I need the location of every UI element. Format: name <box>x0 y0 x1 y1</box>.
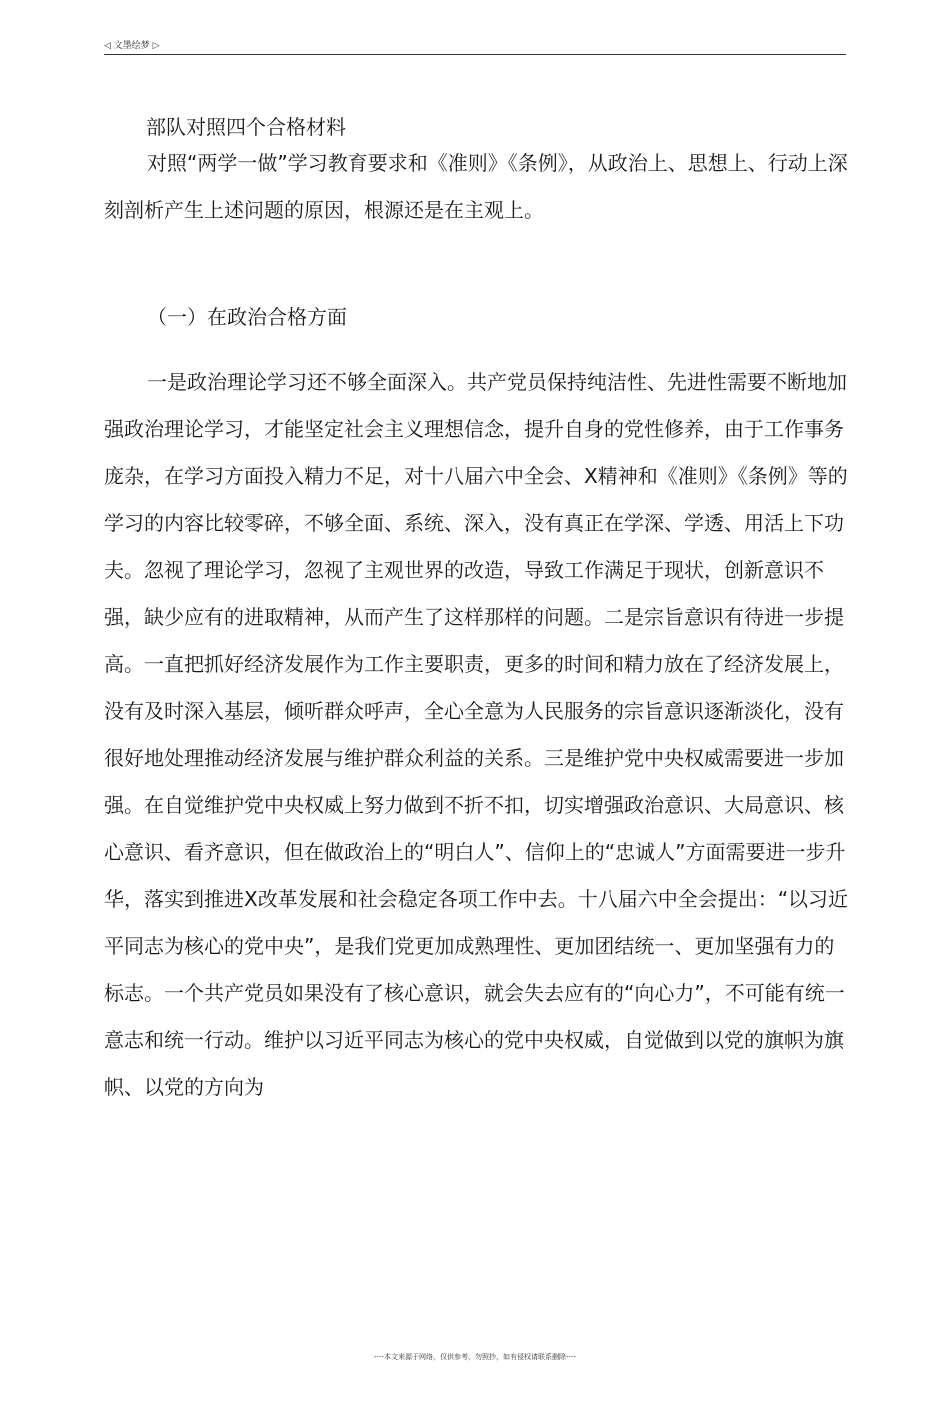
intro-paragraph: 对照“两学一做”学习教育要求和《准则》《条例》，从政治上、思想上、行动上深刻剖析产生上述问题的原因，根源还是在主观上。 <box>104 151 848 222</box>
body-paragraph: 一是政治理论学习还不够全面深入。共产党员保持纯洁性、先进性需要不断地加强政治理论学习，才能坚定社会主义理想信念，提升自身的党性修养，由于工作事务庞杂，在学习方面投入精力不足，对十八届六中全会、X精神和《准则》《条例》等的学习的内容比较零碎，不够全面、系统、深入，没有真正在学深、学透、用活上下功夫。忽视了理论学习，忽视了主观世界的改造，导致工作满足于现状，创新意识不强，缺少应有的进取精神，从而产生了这样那样的问题。二是宗旨意识有待进一步提高。一直把抓好经济发展作为工作主要职责，更多的时间和精力放在了经济发展上，没有及时深入基层，倾听群众呼声，全心全意为人民服务的宗旨意识逐渐淡化，没有很好地处理推动经济发展与维护群众利益的关系。三是维护党中央权威需要进一步加强。在自觉维护党中央权威上努力做到不折不扣，切实增强政治意识、大局意识、核心意识、看齐意识，但在做政治上的“明白人”、信仰上的“忠诚人”方面需要进一步升华，落实到推进X改革发展和社会稳定各项工作中去。十八届六中全会提出：“以习近平同志为核心的党中央”，是我们党更加成熟理性、更加团结统一、更加坚强有力的标志。一个共产党员如果没有了核心意识，就会失去应有的“向心力”，不可能有统一意志和统一行动。维护以习近平同志为核心的党中央权威，自觉做到以党的旗帜为旗帜、以党的方向为 <box>104 370 849 1099</box>
section-heading: （一）在政治合格方面 <box>147 305 347 329</box>
page-footer: ----本文来源于网络，仅供参考，勿照抄，如有侵权请联系删除---- <box>373 1353 577 1361</box>
document-title: 部队对照四个合格材料 <box>146 115 346 139</box>
header-label: ◁ 文墨绘梦 ▷ <box>104 41 160 51</box>
page-header <box>104 40 846 55</box>
